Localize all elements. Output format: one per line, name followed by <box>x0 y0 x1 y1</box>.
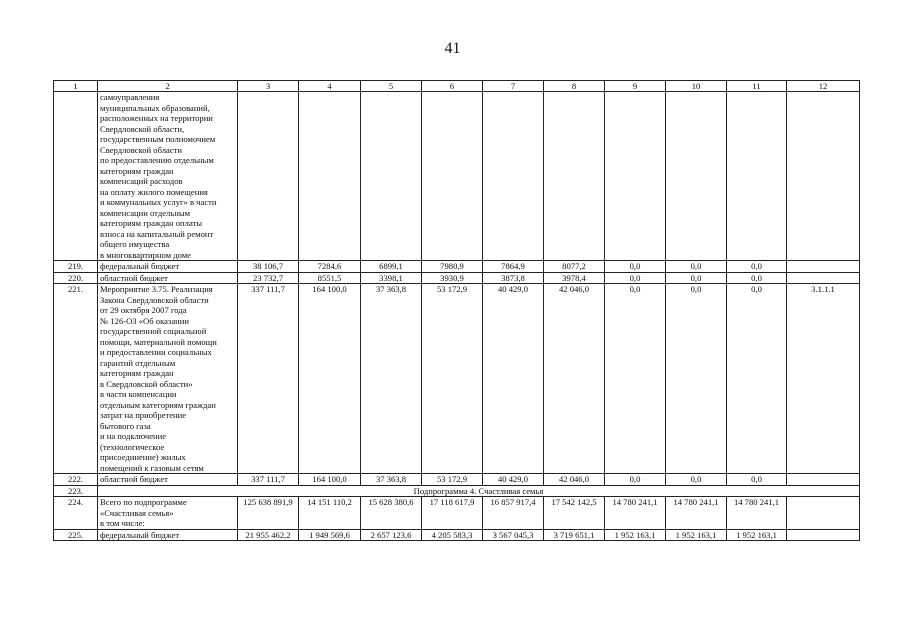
value-cell: 164 100,0 <box>299 284 361 474</box>
value-cell: 1 952 163,1 <box>727 529 787 541</box>
reference-cell <box>787 261 860 273</box>
table-row <box>54 497 860 530</box>
value-cell: 0,0 <box>605 261 666 273</box>
header-cell: 5 <box>361 81 422 92</box>
value-cell: 1 952 163,1 <box>605 529 666 541</box>
value-cell: 0,0 <box>605 284 666 474</box>
value-cell: 8077,2 <box>544 261 605 273</box>
header-cell: 7 <box>483 81 544 92</box>
value-cell: 0,0 <box>605 272 666 284</box>
value-cell: 14 780 241,1 <box>605 497 666 530</box>
header-cell: 2 <box>98 81 238 92</box>
table-row <box>54 92 860 261</box>
header-cell: 9 <box>605 81 666 92</box>
value-cell: 37 363,8 <box>361 284 422 474</box>
value-cell: 42 046,0 <box>544 284 605 474</box>
row-description: областной бюджет <box>98 272 238 284</box>
table-row <box>54 474 860 486</box>
value-cell <box>605 92 666 261</box>
value-cell: 53 172,9 <box>422 474 483 486</box>
value-cell: 0,0 <box>666 474 727 486</box>
header-cell: 11 <box>727 81 787 92</box>
value-cell: 1 949 569,6 <box>299 529 361 541</box>
value-cell: 3 567 045,3 <box>483 529 544 541</box>
header-cell: 10 <box>666 81 727 92</box>
value-cell: 337 111,7 <box>238 284 299 474</box>
page-number: 41 <box>444 40 461 57</box>
value-cell: 15 628 380,6 <box>361 497 422 530</box>
value-cell: 164 100,0 <box>299 474 361 486</box>
row-description: федеральный бюджет <box>98 529 238 541</box>
value-cell: 0,0 <box>727 261 787 273</box>
row-description: самоуправления муниципальных образований, расположенных на территории Свердловской области, государственным полномочием Свердловской области по предоставлению отдельным категориям граждан компенсаций расходов на оплату жилого помещения и коммунальных услуг» в части компенсации отдельным категориям граждан оплаты взноса на капитальный ремонт общего имущества в многоквартирном доме <box>98 92 238 261</box>
reference-cell <box>787 529 860 541</box>
value-cell: 37 363,8 <box>361 474 422 486</box>
reference-cell: 3.1.1.1 <box>787 284 860 474</box>
row-number: 224. <box>54 497 98 530</box>
value-cell <box>666 92 727 261</box>
value-cell <box>299 92 361 261</box>
subprogram-title: Подпрограмма 4. Счастливая семья <box>98 485 860 497</box>
value-cell: 337 111,7 <box>238 474 299 486</box>
value-cell: 6899,1 <box>361 261 422 273</box>
value-cell: 3398,1 <box>361 272 422 284</box>
value-cell: 0,0 <box>727 284 787 474</box>
header-cell: 12 <box>787 81 860 92</box>
value-cell: 0,0 <box>727 474 787 486</box>
table-row <box>54 529 860 541</box>
value-cell: 40 429,0 <box>483 474 544 486</box>
row-description: областной бюджет <box>98 474 238 486</box>
value-cell: 40 429,0 <box>483 284 544 474</box>
reference-cell <box>787 92 860 261</box>
value-cell: 14 151 110,2 <box>299 497 361 530</box>
table-row <box>54 261 860 273</box>
header-cell: 4 <box>299 81 361 92</box>
value-cell: 3 719 651,1 <box>544 529 605 541</box>
row-number: 225. <box>54 529 98 541</box>
row-description: федеральный бюджет <box>98 261 238 273</box>
value-cell: 4 205 583,3 <box>422 529 483 541</box>
value-cell <box>361 92 422 261</box>
value-cell: 0,0 <box>605 474 666 486</box>
row-number: 223. <box>54 485 98 497</box>
reference-cell <box>787 497 860 530</box>
value-cell: 7864,9 <box>483 261 544 273</box>
header-cell: 1 <box>54 81 98 92</box>
row-description: Всего по подпрограмме «Счастливая семья» в том числе: <box>98 497 238 530</box>
value-cell: 14 780 241,1 <box>727 497 787 530</box>
reference-cell <box>787 272 860 284</box>
value-cell: 1 952 163,1 <box>666 529 727 541</box>
value-cell: 3873,8 <box>483 272 544 284</box>
value-cell <box>544 92 605 261</box>
row-description: Мероприятие 3.75. Реализация Закона Свердловской области от 29 октября 2007 года № 126-ОЗ «Об оказании государственной социальной помощи, материальной помощи и предоставлении социальных гарантий отдельным категориям граждан в Свердловской области» в части компенсации отдельным категориям граждан затрат на приобретение бытового газа и на подключение (технологическое присоединение) жилых помещений к газовым сетям <box>98 284 238 474</box>
value-cell: 8551,5 <box>299 272 361 284</box>
value-cell: 125 638 891,9 <box>238 497 299 530</box>
table-row <box>54 284 860 474</box>
value-cell: 53 172,9 <box>422 284 483 474</box>
row-number: 221. <box>54 284 98 474</box>
value-cell: 0,0 <box>727 272 787 284</box>
value-cell <box>422 92 483 261</box>
value-cell: 16 857 917,4 <box>483 497 544 530</box>
value-cell: 17 118 617,9 <box>422 497 483 530</box>
header-cell: 8 <box>544 81 605 92</box>
value-cell: 3930,9 <box>422 272 483 284</box>
value-cell <box>727 92 787 261</box>
value-cell: 42 046,0 <box>544 474 605 486</box>
value-cell: 0,0 <box>666 261 727 273</box>
value-cell: 17 542 142,5 <box>544 497 605 530</box>
value-cell: 2 657 123,6 <box>361 529 422 541</box>
reference-cell <box>787 474 860 486</box>
value-cell: 23 732,7 <box>238 272 299 284</box>
value-cell: 38 106,7 <box>238 261 299 273</box>
value-cell: 14 780 241,1 <box>666 497 727 530</box>
value-cell: 7980,9 <box>422 261 483 273</box>
table-row <box>54 272 860 284</box>
row-number: 222. <box>54 474 98 486</box>
row-number: 220. <box>54 272 98 284</box>
header-cell: 3 <box>238 81 299 92</box>
value-cell <box>238 92 299 261</box>
subprogram-row <box>54 485 860 497</box>
value-cell: 21 955 462,2 <box>238 529 299 541</box>
value-cell: 3978,4 <box>544 272 605 284</box>
header-cell: 6 <box>422 81 483 92</box>
value-cell: 7284,6 <box>299 261 361 273</box>
budget-table <box>53 80 860 541</box>
value-cell <box>483 92 544 261</box>
row-number <box>54 92 98 261</box>
value-cell: 0,0 <box>666 284 727 474</box>
value-cell: 0,0 <box>666 272 727 284</box>
row-number: 219. <box>54 261 98 273</box>
header-row <box>54 81 860 92</box>
